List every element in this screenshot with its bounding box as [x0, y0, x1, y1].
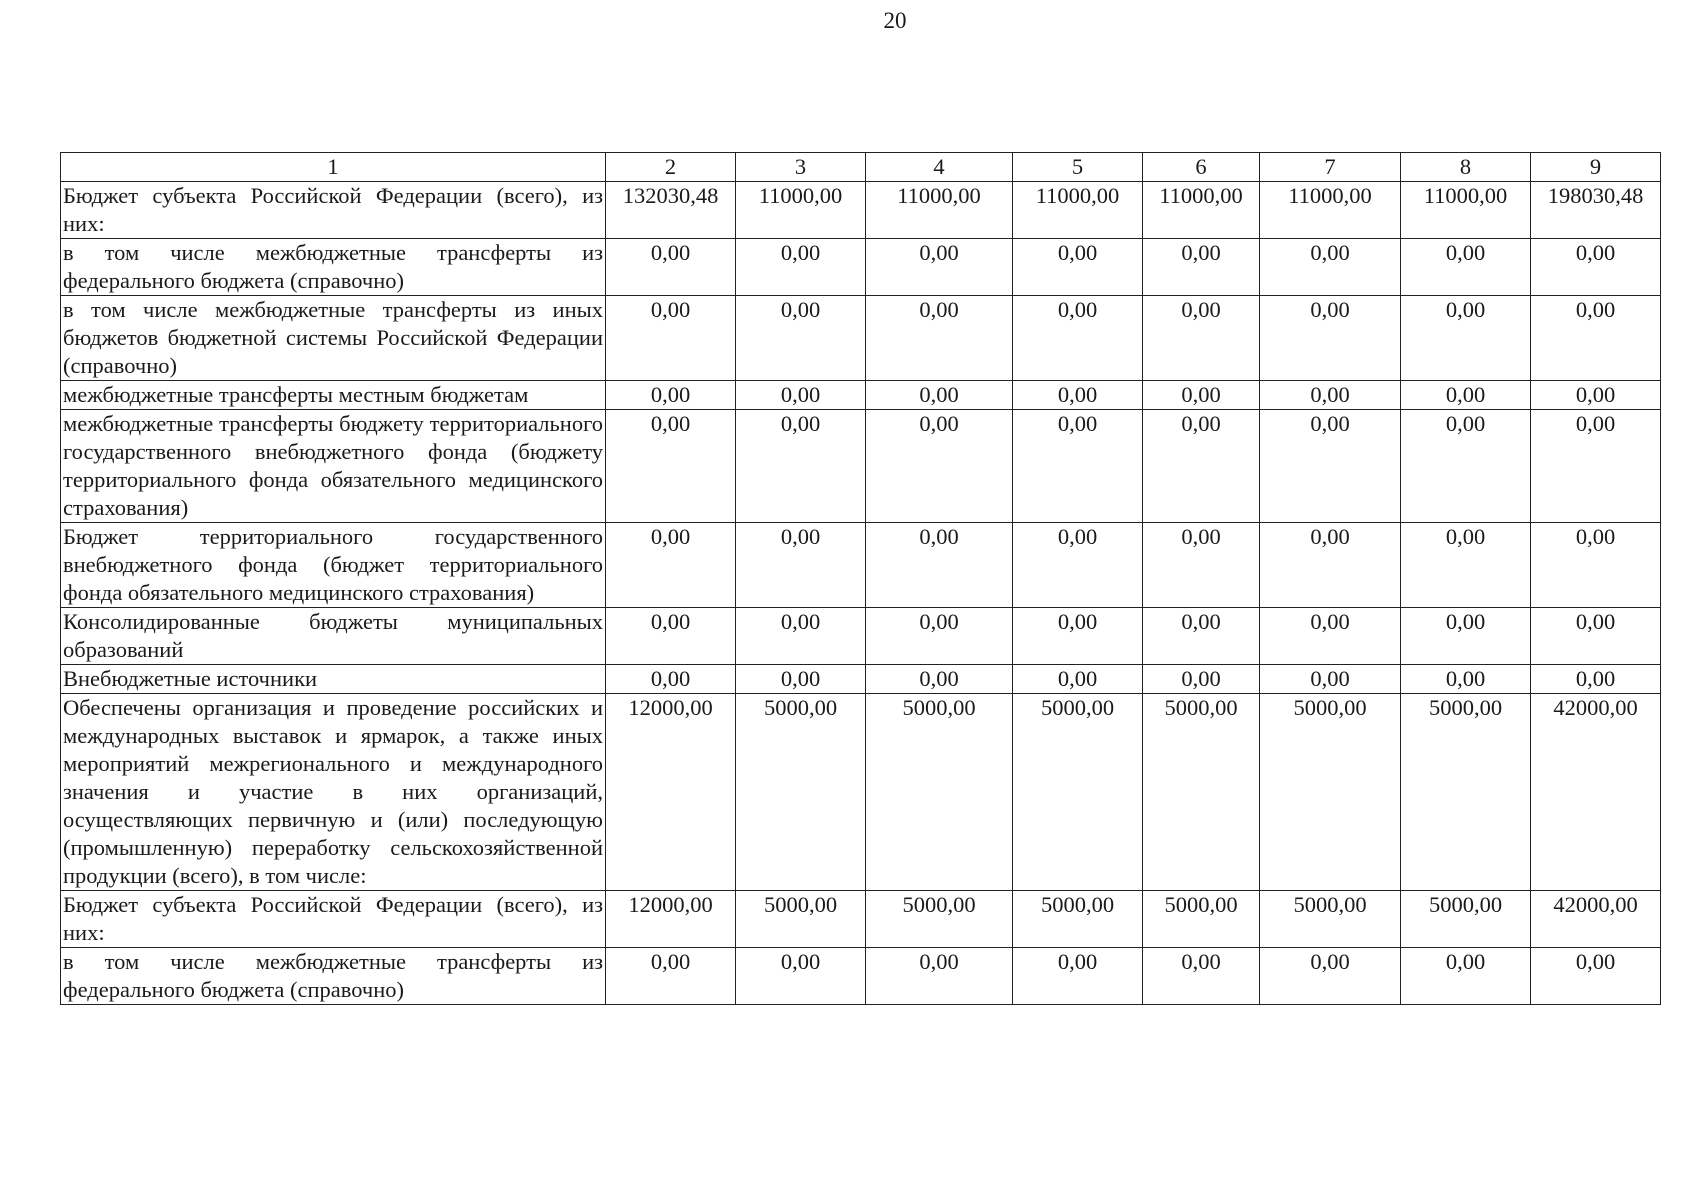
column-header: 4 — [866, 153, 1013, 182]
row-value: 0,00 — [866, 410, 1013, 523]
row-value: 11000,00 — [866, 182, 1013, 239]
row-value: 0,00 — [1401, 665, 1531, 694]
row-value: 0,00 — [1143, 410, 1260, 523]
row-value: 0,00 — [1013, 665, 1143, 694]
row-value: 0,00 — [606, 381, 736, 410]
row-value: 0,00 — [1531, 608, 1661, 665]
table-row — [61, 608, 1661, 665]
table-row — [61, 948, 1661, 1005]
row-value: 5000,00 — [1260, 694, 1401, 891]
table-row — [61, 891, 1661, 948]
row-value: 0,00 — [1531, 665, 1661, 694]
row-value: 0,00 — [736, 381, 866, 410]
table-row — [61, 665, 1661, 694]
row-value: 0,00 — [1401, 608, 1531, 665]
column-header: 6 — [1143, 153, 1260, 182]
row-value: 0,00 — [606, 665, 736, 694]
row-value: 42000,00 — [1531, 891, 1661, 948]
row-value: 0,00 — [1143, 239, 1260, 296]
row-value: 0,00 — [736, 608, 866, 665]
row-value: 0,00 — [1143, 948, 1260, 1005]
table-row — [61, 182, 1661, 239]
row-value: 12000,00 — [606, 891, 736, 948]
row-value: 0,00 — [736, 410, 866, 523]
row-value: 0,00 — [1143, 381, 1260, 410]
row-value: 0,00 — [1260, 239, 1401, 296]
row-value: 0,00 — [736, 523, 866, 608]
column-header: 8 — [1401, 153, 1531, 182]
row-value: 11000,00 — [1013, 182, 1143, 239]
column-number-row — [61, 153, 1661, 182]
row-value: 42000,00 — [1531, 694, 1661, 891]
row-value: 0,00 — [866, 239, 1013, 296]
table-row — [61, 381, 1661, 410]
table-row — [61, 694, 1661, 891]
row-value: 0,00 — [1143, 608, 1260, 665]
table-row — [61, 239, 1661, 296]
row-value: 5000,00 — [736, 891, 866, 948]
row-value: 5000,00 — [1013, 891, 1143, 948]
row-value: 0,00 — [1143, 523, 1260, 608]
row-value: 0,00 — [866, 665, 1013, 694]
row-value: 5000,00 — [1143, 694, 1260, 891]
row-value: 0,00 — [866, 608, 1013, 665]
row-label: в том числе межбюджетные трансферты из федерального бюджета (справочно) — [61, 948, 606, 1005]
row-value: 0,00 — [1013, 948, 1143, 1005]
row-value: 0,00 — [1401, 296, 1531, 381]
row-value: 0,00 — [866, 523, 1013, 608]
row-value: 11000,00 — [1401, 182, 1531, 239]
row-value: 11000,00 — [736, 182, 866, 239]
table-row — [61, 523, 1661, 608]
row-value: 0,00 — [1013, 239, 1143, 296]
row-label: в том числе межбюджетные трансферты из федерального бюджета (справочно) — [61, 239, 606, 296]
row-value: 5000,00 — [866, 694, 1013, 891]
row-value: 0,00 — [1401, 381, 1531, 410]
table-row — [61, 296, 1661, 381]
row-value: 0,00 — [1143, 296, 1260, 381]
row-value: 0,00 — [1260, 381, 1401, 410]
row-value: 0,00 — [606, 608, 736, 665]
row-value: 0,00 — [1531, 381, 1661, 410]
row-value: 5000,00 — [866, 891, 1013, 948]
row-value: 0,00 — [1260, 523, 1401, 608]
row-label: Бюджет территориального государственного внебюджетного фонда (бюджет территориального фонда обязательного медицинского страхования) — [61, 523, 606, 608]
row-value: 0,00 — [606, 948, 736, 1005]
row-value: 0,00 — [1260, 410, 1401, 523]
row-value: 0,00 — [1260, 665, 1401, 694]
page-number: 20 — [883, 8, 907, 33]
row-value: 0,00 — [1013, 296, 1143, 381]
row-value: 11000,00 — [1260, 182, 1401, 239]
row-label: Бюджет субъекта Российской Федерации (всего), из них: — [61, 182, 606, 239]
column-header: 9 — [1531, 153, 1661, 182]
row-value: 0,00 — [606, 296, 736, 381]
row-label: Бюджет субъекта Российской Федерации (всего), из них: — [61, 891, 606, 948]
row-value: 0,00 — [1260, 296, 1401, 381]
row-value: 0,00 — [1401, 948, 1531, 1005]
row-value: 0,00 — [1013, 381, 1143, 410]
row-value: 0,00 — [1531, 296, 1661, 381]
row-value: 0,00 — [1531, 410, 1661, 523]
row-value: 12000,00 — [606, 694, 736, 891]
row-label: Внебюджетные источники — [61, 665, 606, 694]
row-value: 0,00 — [866, 381, 1013, 410]
row-value: 0,00 — [1143, 665, 1260, 694]
row-value: 0,00 — [1401, 523, 1531, 608]
row-value: 0,00 — [1013, 523, 1143, 608]
row-value: 5000,00 — [1013, 694, 1143, 891]
row-value: 132030,48 — [606, 182, 736, 239]
row-value: 5000,00 — [1143, 891, 1260, 948]
row-value: 0,00 — [606, 410, 736, 523]
row-value: 0,00 — [606, 239, 736, 296]
row-value: 0,00 — [1531, 239, 1661, 296]
row-value: 0,00 — [1401, 239, 1531, 296]
row-label: Консолидированные бюджеты муниципальных образований — [61, 608, 606, 665]
row-value: 5000,00 — [1401, 891, 1531, 948]
row-value: 5000,00 — [1401, 694, 1531, 891]
row-value: 0,00 — [736, 239, 866, 296]
row-label: межбюджетные трансферты местным бюджетам — [61, 381, 606, 410]
row-value: 0,00 — [1260, 608, 1401, 665]
row-value: 0,00 — [1260, 948, 1401, 1005]
row-value: 0,00 — [606, 523, 736, 608]
row-value: 0,00 — [736, 665, 866, 694]
row-value: 198030,48 — [1531, 182, 1661, 239]
table-row — [61, 410, 1661, 523]
row-value: 11000,00 — [1143, 182, 1260, 239]
row-value: 5000,00 — [736, 694, 866, 891]
row-value: 0,00 — [1013, 410, 1143, 523]
row-value: 0,00 — [736, 948, 866, 1005]
row-value: 0,00 — [1401, 410, 1531, 523]
row-value: 0,00 — [1531, 948, 1661, 1005]
row-label: в том числе межбюджетные трансферты из иных бюджетов бюджетной системы Российской Федерации (справочно) — [61, 296, 606, 381]
column-header: 7 — [1260, 153, 1401, 182]
column-header: 1 — [61, 153, 606, 182]
row-value: 0,00 — [736, 296, 866, 381]
row-value: 0,00 — [866, 296, 1013, 381]
row-value: 0,00 — [1531, 523, 1661, 608]
column-header: 5 — [1013, 153, 1143, 182]
row-value: 0,00 — [1013, 608, 1143, 665]
row-value: 0,00 — [866, 948, 1013, 1005]
row-label: межбюджетные трансферты бюджету территориального государственного внебюджетного фонда (бюджету территориального фонда обязательного медицинского страхования) — [61, 410, 606, 523]
column-header: 3 — [736, 153, 866, 182]
row-value: 5000,00 — [1260, 891, 1401, 948]
column-header: 2 — [606, 153, 736, 182]
budget-table — [60, 152, 1661, 1005]
row-label: Обеспечены организация и проведение российских и международных выставок и ярмарок, а также иных мероприятий межрегионального и международного значения и участие в них организаций, осуществляющих первичную и (или) последующую (промышленную) переработку сельскохозяйственной продукции (всего), в том числе: — [61, 694, 606, 891]
